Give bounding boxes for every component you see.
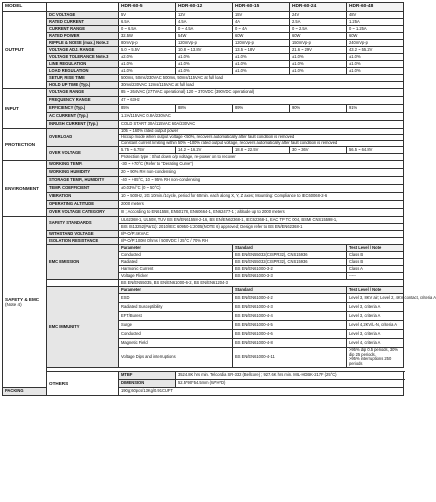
cell-value: 0 ~ 6.5A <box>119 26 176 33</box>
row-label: OVERLOAD <box>47 129 119 147</box>
col-header: Test Level / Note <box>347 287 404 294</box>
cell-value: 89% <box>233 105 290 113</box>
cell-value: ±1.0% <box>233 61 290 68</box>
cell-value: 21.6 ~ 29V <box>290 47 347 54</box>
section-input: INPUT <box>3 89 47 129</box>
spec-row <box>3 89 404 97</box>
spec-row <box>3 113 404 121</box>
cell-value: COLD START 30A/115VAC 60A/230VAC <box>119 121 404 129</box>
cell-value: Radiated <box>119 259 233 266</box>
cell-value: ±1.0% <box>290 61 347 68</box>
cell-value: 12V <box>176 12 233 19</box>
model-row <box>3 3 404 12</box>
cell-value: 18.8 ~ 22.5V <box>233 147 290 154</box>
section-safety-note: (Note 4) <box>5 301 22 307</box>
row-label: OVER VOLTAGE CATEGORY <box>47 209 119 217</box>
row-label: TEMP. COEFFICIENT <box>47 185 119 193</box>
cell-value: BS EN/EN61000-3-2 <box>233 266 347 273</box>
cell-value: 43.2 ~ 55.2V <box>347 47 404 54</box>
spec-row <box>3 61 404 68</box>
spec-row <box>3 19 404 26</box>
row-label: RATED CURRENT <box>47 19 119 26</box>
cell-value: I/P-O/P:4KVAC <box>119 231 404 238</box>
row-label: AC CURRENT (Typ.) <box>47 113 119 121</box>
cell-value: ±1.0% <box>347 54 404 61</box>
cell-value: 91% <box>347 105 404 113</box>
cell-value: ±0.03%/°C (0 ~ 50°C) <box>119 185 404 193</box>
section-others: OTHERS <box>47 371 119 395</box>
cell-value: 240mVp-p <box>347 40 404 47</box>
row-label: VOLTAGE ADJ. RANGE <box>47 47 119 54</box>
row-label: VOLTAGE RANGE <box>47 89 119 97</box>
spec-row <box>3 75 404 82</box>
cell-value: 3524.8K hrs min. Telcordia SR-332 (Bellcore) ; 927.6K hrs min. MIL-HDBK-217F (25°C) <box>176 371 404 379</box>
spec-row <box>3 97 404 105</box>
cell-value: ESD <box>119 294 233 303</box>
spec-row <box>3 68 404 75</box>
spec-row <box>3 26 404 33</box>
cell-value: Class B <box>347 259 404 266</box>
cell-value: 1.2A/115VAC 0.8A/230VAC <box>119 113 404 121</box>
cell-value: ±1.0% <box>176 68 233 75</box>
spec-row <box>3 161 404 169</box>
cell-value: Harmonic Current <box>119 266 233 273</box>
cell-value: Level 3, criteria A <box>347 330 404 339</box>
cell-value: ±1.0% <box>290 54 347 61</box>
spec-row <box>3 193 404 201</box>
spec-row <box>3 54 404 61</box>
cell-value: 120mVp-p <box>233 40 290 47</box>
spec-row <box>3 40 404 47</box>
cell-value: ±1.0% <box>233 68 290 75</box>
cell-value: Surge <box>119 321 233 330</box>
cell-value: 13.5 ~ 18V <box>233 47 290 54</box>
cell-value: BS EN/EN61000-4-11 <box>233 348 347 368</box>
section-protection: PROTECTION <box>3 129 47 161</box>
spec-row <box>3 217 404 224</box>
cell-value: ----- <box>347 273 404 280</box>
cell-value: Level 3, criteria A <box>347 312 404 321</box>
cell-value: Level 4, criteria A <box>347 339 404 348</box>
model-name: HDR-60-12 <box>176 3 233 12</box>
cell-value: 500ms, 50ms/230VAC 500ms, 50ms/115VAC at full load <box>119 75 404 82</box>
model-name: HDR-60-48 <box>347 3 404 12</box>
cell-value: 0 ~ 1.25A <box>347 26 404 33</box>
spec-row <box>3 201 404 209</box>
cell-value: ±1.0% <box>119 61 176 68</box>
cell-value: BIS IS13252(Part1): 2010/IEC 60950-1:2005(NOTE 6) approved; Design refer to BS EN/EN62368-1 <box>119 224 404 231</box>
cell-value: 4.5A <box>176 19 233 26</box>
cell-value: 4A <box>233 19 290 26</box>
cell-value: 88% <box>176 105 233 113</box>
spec-row <box>3 185 404 193</box>
cell-value: >95% dip 0.5 periods, 30% dip 25 periods, >95% interruptions 250 periods <box>347 348 404 368</box>
row-label: WITHSTAND VOLTAGE <box>47 231 119 238</box>
spec-row <box>3 280 404 287</box>
spec-row <box>3 238 404 245</box>
row-label: RATED POWER <box>47 33 119 40</box>
cell-value: 150mVp-p <box>290 40 347 47</box>
cell-value: ±1.0% <box>347 61 404 68</box>
spec-row <box>3 147 404 154</box>
cell-value: 30 ~ 36V <box>290 147 347 154</box>
cell-value: Class A <box>347 266 404 273</box>
row-label: SETUP, RISE TIME <box>47 75 119 82</box>
spec-row <box>3 12 404 19</box>
cell-value: 190g;60pcs/13Kg/0.91CUFT <box>119 387 404 395</box>
row-label: LINE REGULATION <box>47 61 119 68</box>
model-name: HDR-60-5 <box>119 3 176 12</box>
row-label: PACKING <box>3 387 47 395</box>
cell-value: 2.5A <box>290 19 347 26</box>
cell-value: 20 ~ 90% RH non-condensing <box>119 169 404 177</box>
cell-value: 5.0 ~ 5.5V <box>119 47 176 54</box>
cell-value: UL62368-1, UL508, TUV BS EN/EN61558-2-16, BS EN/EN62368-1, IEC62368-1, EAC TP TC 004, BSMI CNS15598-1, <box>119 217 404 224</box>
cell-value: 10 ~ 500Hz, 2G 10min./1cycle, period for 60min. each along X, Y, Z axes; Mounting: Compliance to IEC60068-2-6 <box>119 193 404 201</box>
cell-value: 54W <box>176 33 233 40</box>
cell-value: -40 ~ +85°C, 10 ~ 95% RH non-condensing <box>119 177 404 185</box>
col-header: Standard <box>233 287 347 294</box>
spec-row <box>3 177 404 185</box>
cell-value: ±2.0% <box>119 54 176 61</box>
cell-value: 0 ~ 4.5A <box>176 26 233 33</box>
cell-value: 6.5A <box>119 19 176 26</box>
section-environment: ENVIRONMENT <box>3 161 47 217</box>
spec-sheet <box>0 2 436 502</box>
cell-value: BS EN/EN55032(CISPR32), CNS15936 <box>233 259 347 266</box>
cell-value: 85 ~ 264VAC (277VAC operational) 120 ~ 370VDC (390VDC operational) <box>119 89 404 97</box>
cell-value: 52.5*90*54.5mm (W*H*D) <box>176 379 404 387</box>
row-label: VOLTAGE TOLERANCE Note.3 <box>47 54 119 61</box>
cell-value: Voltage Dips and interruptions <box>119 348 233 368</box>
row-label: WORKING TEMP. <box>47 161 119 169</box>
row-label: INRUSH CURRENT (Typ.) <box>47 121 119 129</box>
cell-value: BS EN/EN61000-4-8 <box>233 339 347 348</box>
cell-value: I/P-O/P:100M Ohms / 500VDC / 25°C / 70% RH <box>119 238 404 245</box>
cell-value: 120mVp-p <box>176 40 233 47</box>
row-label: WORKING HUMIDITY <box>47 169 119 177</box>
cell-value: Level 3, criteria A <box>347 303 404 312</box>
cell-value: BS EN/EN61000-4-3 <box>233 303 347 312</box>
row-label: SAFETY STANDARDS <box>47 217 119 231</box>
cell-value: BS EN/EN55032(CISPR32), CNS15936 <box>233 252 347 259</box>
cell-value: -30 ~ +70°C (Refer to "Derating Curve") <box>119 161 404 169</box>
cell-value: 80mVp-p <box>119 40 176 47</box>
cell-value: Level 4,2KV/L-N, criteria A <box>347 321 404 330</box>
cell-value: III ; According to EN61558, EN50178, EN60664-1, EN62477-1 ; altitude up to 2000 meters <box>119 209 404 217</box>
col-header: Standard <box>233 245 347 252</box>
cell-value: 10.8 ~ 13.8V <box>176 47 233 54</box>
col-header: Parameter <box>119 287 233 294</box>
cell-value: 5.75 ~ 6.75V <box>119 147 176 154</box>
cell-value: 24V <box>290 12 347 19</box>
spec-table <box>2 2 436 396</box>
cell-value: Hiccup mode when output voltage <50%, recovers automatically after fault condition is removed <box>119 135 404 141</box>
cell-value: 60W <box>347 33 404 40</box>
cell-value: Voltage Flicker <box>119 273 233 280</box>
emission-header-row <box>3 245 404 252</box>
model-name: HDR-60-24 <box>290 3 347 12</box>
cell-value: 60W <box>233 33 290 40</box>
cell-value: 0 ~ 4A <box>233 26 290 33</box>
row-label: EMC EMISSION <box>47 245 119 280</box>
spec-row <box>3 169 404 177</box>
col-header: Test Level / Note <box>347 245 404 252</box>
cell-value: 1.25A <box>347 19 404 26</box>
cell-value: ±1.0% <box>176 54 233 61</box>
cell-value: ±1.0% <box>233 54 290 61</box>
row-label: VIBRATION <box>47 193 119 201</box>
row-label: HOLD UP TIME (Typ.) <box>47 82 119 89</box>
row-label: MTBF <box>119 371 176 379</box>
cell-value: 15V <box>233 12 290 19</box>
col-header: Parameter <box>119 245 233 252</box>
cell-value: Level 3, 8KV air; Level 2, 4KV contact, criteria A <box>347 294 404 303</box>
cell-value: BS EN/EN61000-4-6 <box>233 330 347 339</box>
cell-value: Conducted <box>119 330 233 339</box>
cell-value: 90% <box>290 105 347 113</box>
row-label: EFFICIENCY (Typ.) <box>47 105 119 113</box>
section-output: OUTPUT <box>3 12 47 89</box>
cell-value: 85% <box>119 105 176 113</box>
section-safety-emc <box>3 217 47 388</box>
cell-value: EFT/Burest <box>119 312 233 321</box>
cell-value: Protection type : Shut down o/p voltage, re-power on to recover <box>119 154 404 161</box>
spec-row <box>3 33 404 40</box>
spec-row <box>3 209 404 217</box>
section-safety-title: SAFETY & EMC <box>5 296 40 302</box>
row-label: DIMENSION <box>119 379 176 387</box>
row-label: EMC IMMUNITY <box>47 287 119 368</box>
cell-value: Class B <box>347 252 404 259</box>
cell-value: ±1.0% <box>290 68 347 75</box>
row-label: CURRENT RANGE <box>47 26 119 33</box>
row-label: DC VOLTAGE <box>47 12 119 19</box>
cell-value: Constant current limiting within 50% ~100% rated output voltage, recovers automatically after fault condition is removed <box>119 141 404 147</box>
row-label: ISOLATION RESISTANCE <box>47 238 119 245</box>
cell-value: 60W <box>290 33 347 40</box>
immunity-header-row <box>3 287 404 294</box>
row-label: LOAD REGULATION <box>47 68 119 75</box>
cell-value: 14.2 ~ 16.2V <box>176 147 233 154</box>
model-label: MODEL <box>3 3 47 12</box>
cell-value: BS EN/EN61000-3-3 <box>233 273 347 280</box>
cell-value: 30ms/230VAC 12ms/115VAC at full load <box>119 82 404 89</box>
cell-value: BS EN/EN61000-4-2 <box>233 294 347 303</box>
row-label: FREQUENCY RANGE <box>47 97 119 105</box>
spec-row <box>3 371 404 379</box>
cell-value: Conducted <box>119 252 233 259</box>
cell-value: Radiated Susceptibility <box>119 303 233 312</box>
spec-row <box>3 47 404 54</box>
cell-value: BS EN/EN61000-4-4 <box>233 312 347 321</box>
row-label: OPERATING ALTITUDE <box>47 201 119 209</box>
cell-value: 2000 meters <box>119 201 404 209</box>
cell-value: ±1.0% <box>347 68 404 75</box>
cell-value: 56.5 ~ 64.8V <box>347 147 404 154</box>
cell-value: 105 ~ 160% rated output power <box>119 129 404 135</box>
row-label: OVER VOLTAGE <box>47 147 119 161</box>
cell-value: 32.5W <box>119 33 176 40</box>
spec-row <box>3 82 404 89</box>
cell-value: 48V <box>347 12 404 19</box>
spec-row <box>3 231 404 238</box>
cell-value: ±1.0% <box>119 68 176 75</box>
model-name: HDR-60-15 <box>233 3 290 12</box>
cell-value: Magnetic Field <box>119 339 233 348</box>
cell-value: BS EN/EN55035, BS EN/EN61000-6-2, BS EN/EN61204-3 <box>119 280 404 287</box>
cell-value: ±1.0% <box>176 61 233 68</box>
cell-value: 5V <box>119 12 176 19</box>
cell-value: BS EN/EN61000-4-5 <box>233 321 347 330</box>
row-label: STORAGE TEMP., HUMIDITY <box>47 177 119 185</box>
spec-row <box>3 121 404 129</box>
cell-value: 47 ~ 63Hz <box>119 97 404 105</box>
cell-value: 0 ~ 2.5A <box>290 26 347 33</box>
spec-row <box>3 105 404 113</box>
row-label: RIPPLE & NOISE (max.) Note.2 <box>47 40 119 47</box>
